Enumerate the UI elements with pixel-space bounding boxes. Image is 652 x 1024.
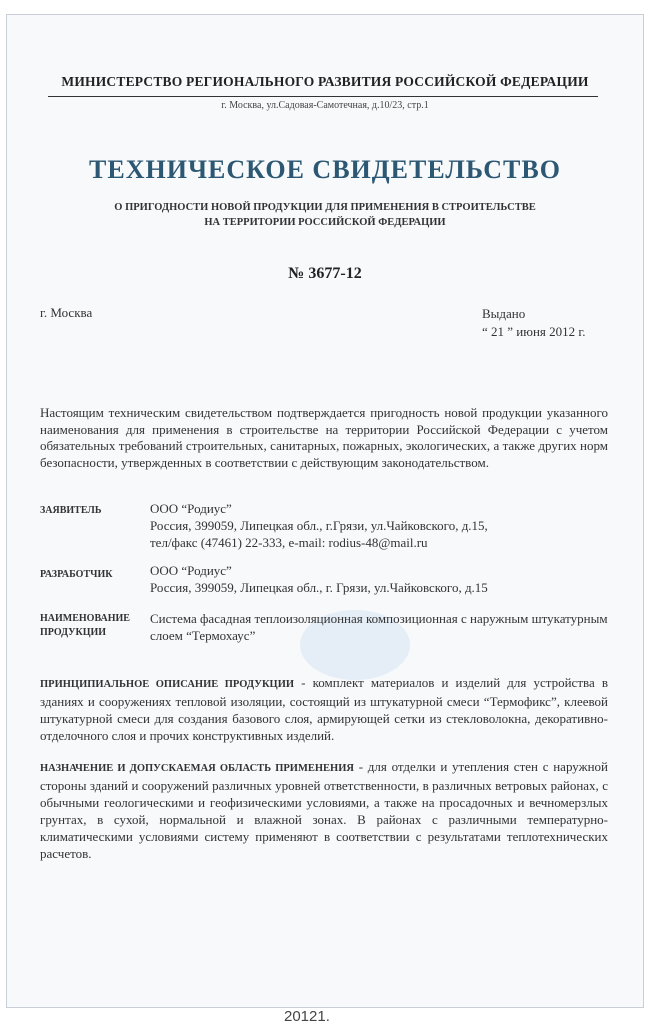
subtitle-line-1: О ПРИГОДНОСТИ НОВОЙ ПРОДУКЦИИ ДЛЯ ПРИМЕНЕНИЯ В СТРОИТЕЛЬСТВЕ — [114, 202, 536, 213]
bottom-cutoff-text: 20121. — [284, 1009, 330, 1024]
certificate-number: № 3677-12 — [288, 265, 362, 282]
purpose-text: - для отделки и утепления стен с наружной стороны зданий и сооружений различных уровней ответственности, в различных ветровых районах, с обычными геологическими и геофизическими условиями, а также на просадочных и вечномерзлых грунтах, в сухой, нормальной и влажной зонах. В районах с различными температурно-климатическими условиями систему применяют в соответствии с результатами теплотехнических расчетов. — [40, 759, 608, 861]
header-rule — [48, 96, 598, 97]
purpose-paragraph — [40, 758, 608, 862]
applicant-name: ООО “Родиус” — [150, 501, 232, 516]
subtitle-line-2: НА ТЕРРИТОРИИ РОССИЙСКОЙ ФЕДЕРАЦИИ — [204, 217, 446, 228]
description-paragraph — [40, 674, 608, 744]
applicant-contacts: тел/факс (47461) 22-333, e-mail: rodius-48@mail.ru — [150, 535, 428, 550]
document-title: ТЕХНИЧЕСКОЕ СВИДЕТЕЛЬСТВО — [89, 155, 561, 184]
applicant-details — [150, 500, 610, 551]
description-lead: ПРИНЦИПИАЛЬНОЕ ОПИСАНИЕ ПРОДУКЦИИ — [40, 679, 295, 690]
product-label — [40, 612, 145, 640]
developer-address: Россия, 399059, Липецкая обл., г. Грязи, ул.Чайковского, д.15 — [150, 580, 488, 595]
purpose-lead: НАЗНАЧЕНИЕ И ДОПУСКАЕМАЯ ОБЛАСТЬ ПРИМЕНЕНИЯ — [40, 763, 354, 774]
product-label-line-2: ПРОДУКЦИИ — [40, 627, 107, 638]
issued-date: “ 21 ” июня 2012 г. — [482, 324, 586, 339]
product-name: Система фасадная теплоизоляционная композиционная с наружным штукатурным слоем “Термохаус” — [150, 611, 608, 643]
product-label-line-1: НАИМЕНОВАНИЕ — [40, 613, 130, 624]
developer-details — [150, 562, 610, 596]
developer-label: РАЗРАБОТЧИК — [40, 569, 113, 580]
issue-block — [482, 305, 586, 341]
ministry-address: г. Москва, ул.Садовая-Самотечная, д.10/23, стр.1 — [221, 100, 429, 111]
issued-label: Выдано — [482, 306, 526, 321]
issue-city: г. Москва — [40, 305, 93, 320]
description-text: - комплект материалов и изделий для устройства в зданиях и сооружениях тепловой изоляции, состоящий из штукатурной смеси “Термофикс”, клеевой штукатурной смеси для создания базового слоя, армирующей сетки из стекловолокна, декоративно-отделочного слоя и прочих конструктивных изделий. — [40, 675, 608, 743]
applicant-address: Россия, 399059, Липецкая обл., г.Грязи, ул.Чайковского, д.15, — [150, 518, 488, 533]
intro-paragraph: Настоящим техническим свидетельством подтверждается пригодность новой продукции указанного наименования для применения в строительстве на территории Российской Федерации с учетом обязательных требований строительных, санитарных, пожарных, экологических, а также других норм безопасности, утвержденных в соответствии с действующим законодательством. — [40, 405, 608, 470]
developer-name: ООО “Родиус” — [150, 563, 232, 578]
applicant-label: ЗАЯВИТЕЛЬ — [40, 505, 102, 516]
ministry-name: МИНИСТЕРСТВО РЕГИОНАЛЬНОГО РАЗВИТИЯ РОССИЙСКОЙ ФЕДЕРАЦИИ — [61, 74, 589, 89]
document-subtitle — [60, 200, 590, 230]
